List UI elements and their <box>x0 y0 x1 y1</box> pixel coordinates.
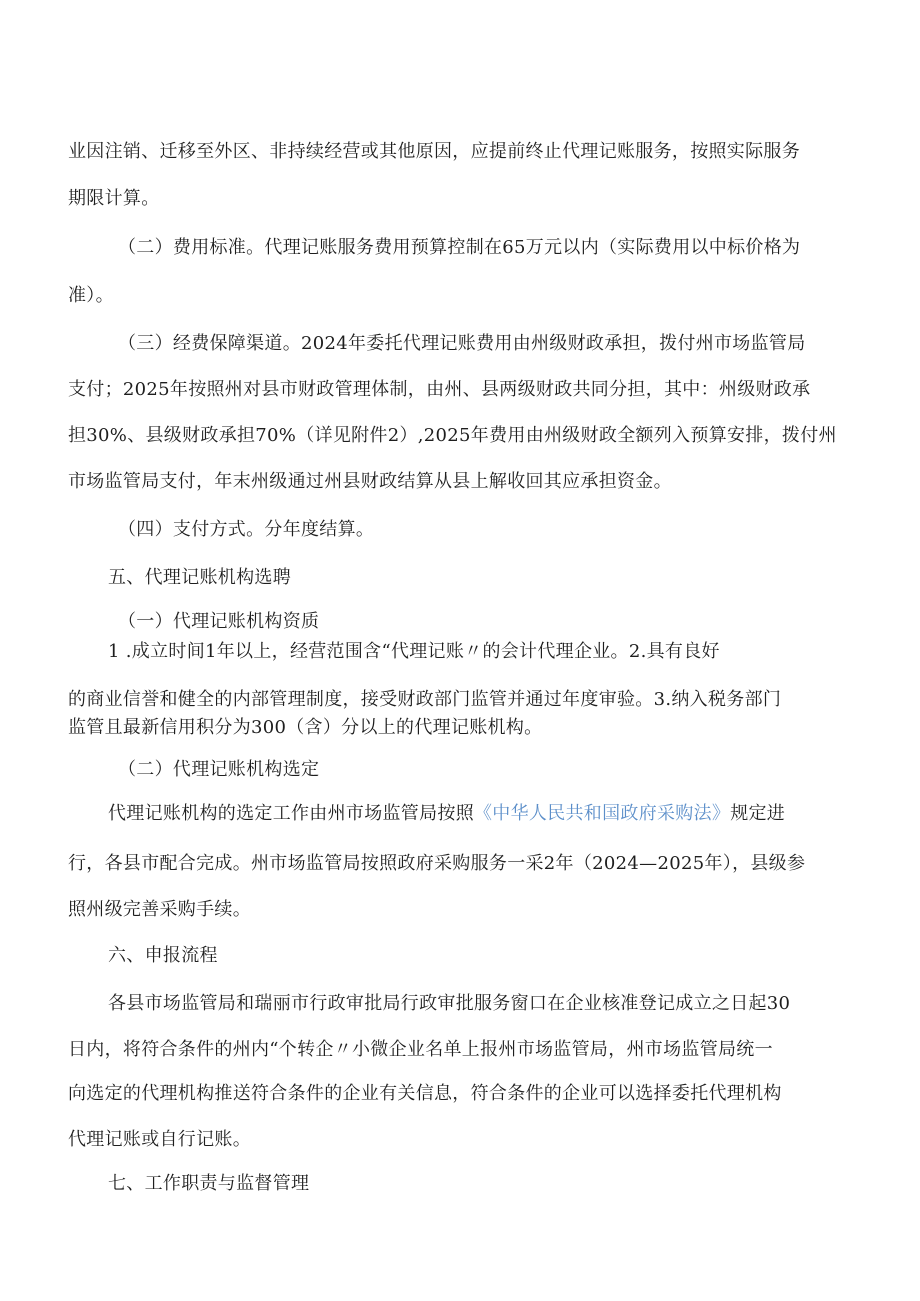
subsection-heading: （一）代理记账机构资质 <box>118 611 320 632</box>
paragraph-line: （四）支付方式。分年度结算。 <box>118 519 375 540</box>
paragraph-line: 的商业信誉和健全的内部管理制度，接受财政部门监管并通过年度审验。3.纳入税务部门 <box>68 689 782 710</box>
section-heading: 五、代理记账机构选聘 <box>108 567 291 588</box>
section-heading: 七、工作职责与监督管理 <box>108 1173 310 1194</box>
paragraph-line: 监管且最新信用积分为300（含）分以上的代理记账机构。 <box>68 717 543 738</box>
subsection-heading: （二）代理记账机构选定 <box>118 759 320 780</box>
paragraph-line: 日内，将符合条件的州内“个转企〃小微企业名单上报州市场监管局，州市场监管局统一 <box>68 1039 773 1060</box>
paragraph-line: 向选定的代理机构推送符合条件的企业有关信息，符合条件的企业可以选择委托代理机构 <box>68 1083 782 1104</box>
paragraph-line: 支付；2025年按照州对县市财政管理体制，由州、县两级财政共同分担，其中：州级财政承 <box>68 379 811 400</box>
paragraph-line: （二）费用标准。代理记账服务费用预算控制在65万元以内（实际费用以中标价格为 <box>118 237 801 258</box>
section-heading: 六、申报流程 <box>108 945 218 966</box>
paragraph-line: （三）经费保障渠道。2024年委托代理记账费用由州级财政承担，拨付州市场监管局 <box>118 333 806 354</box>
paragraph-line: 照州级完善采购手续。 <box>68 899 251 920</box>
paragraph-line: 1 .成立时间1年以上，经营范围含“代理记账〃的会计代理企业。2.具有良好 <box>108 641 720 662</box>
paragraph-line: 行，各县市配合完成。州市场监管局按照政府采购服务一采2年（2024—2025年），县级参 <box>68 853 806 874</box>
paragraph-line: 市场监管局支付，年末州级通过州县财政结算从县上解收回其应承担资金。 <box>68 471 672 492</box>
paragraph-line: 代理记账或自行记账。 <box>68 1129 251 1150</box>
paragraph-line: 各县市场监管局和瑞丽市行政审批局行政审批服务窗口在企业核准登记成立之日起30 <box>108 993 791 1014</box>
line-text: 代理记账机构的选定工作由州市场监管局按照 <box>108 803 474 824</box>
paragraph-line: 准）。 <box>68 285 114 306</box>
paragraph-line <box>108 802 785 826</box>
paragraph-line: 业因注销、迁移至外区、非持续经营或其他原因，应提前终止代理记账服务，按照实际服务 <box>68 141 800 162</box>
procurement-law-link[interactable]: 《中华人民共和国政府采购法》 <box>474 803 731 824</box>
paragraph-line: 担30%、县级财政承担70%（详见附件2）,2025年费用由州级财政全额列入预算安排，拨付州 <box>68 425 837 446</box>
line-text: 规定进 <box>730 803 786 824</box>
paragraph-line: 期限计算。 <box>68 188 160 209</box>
